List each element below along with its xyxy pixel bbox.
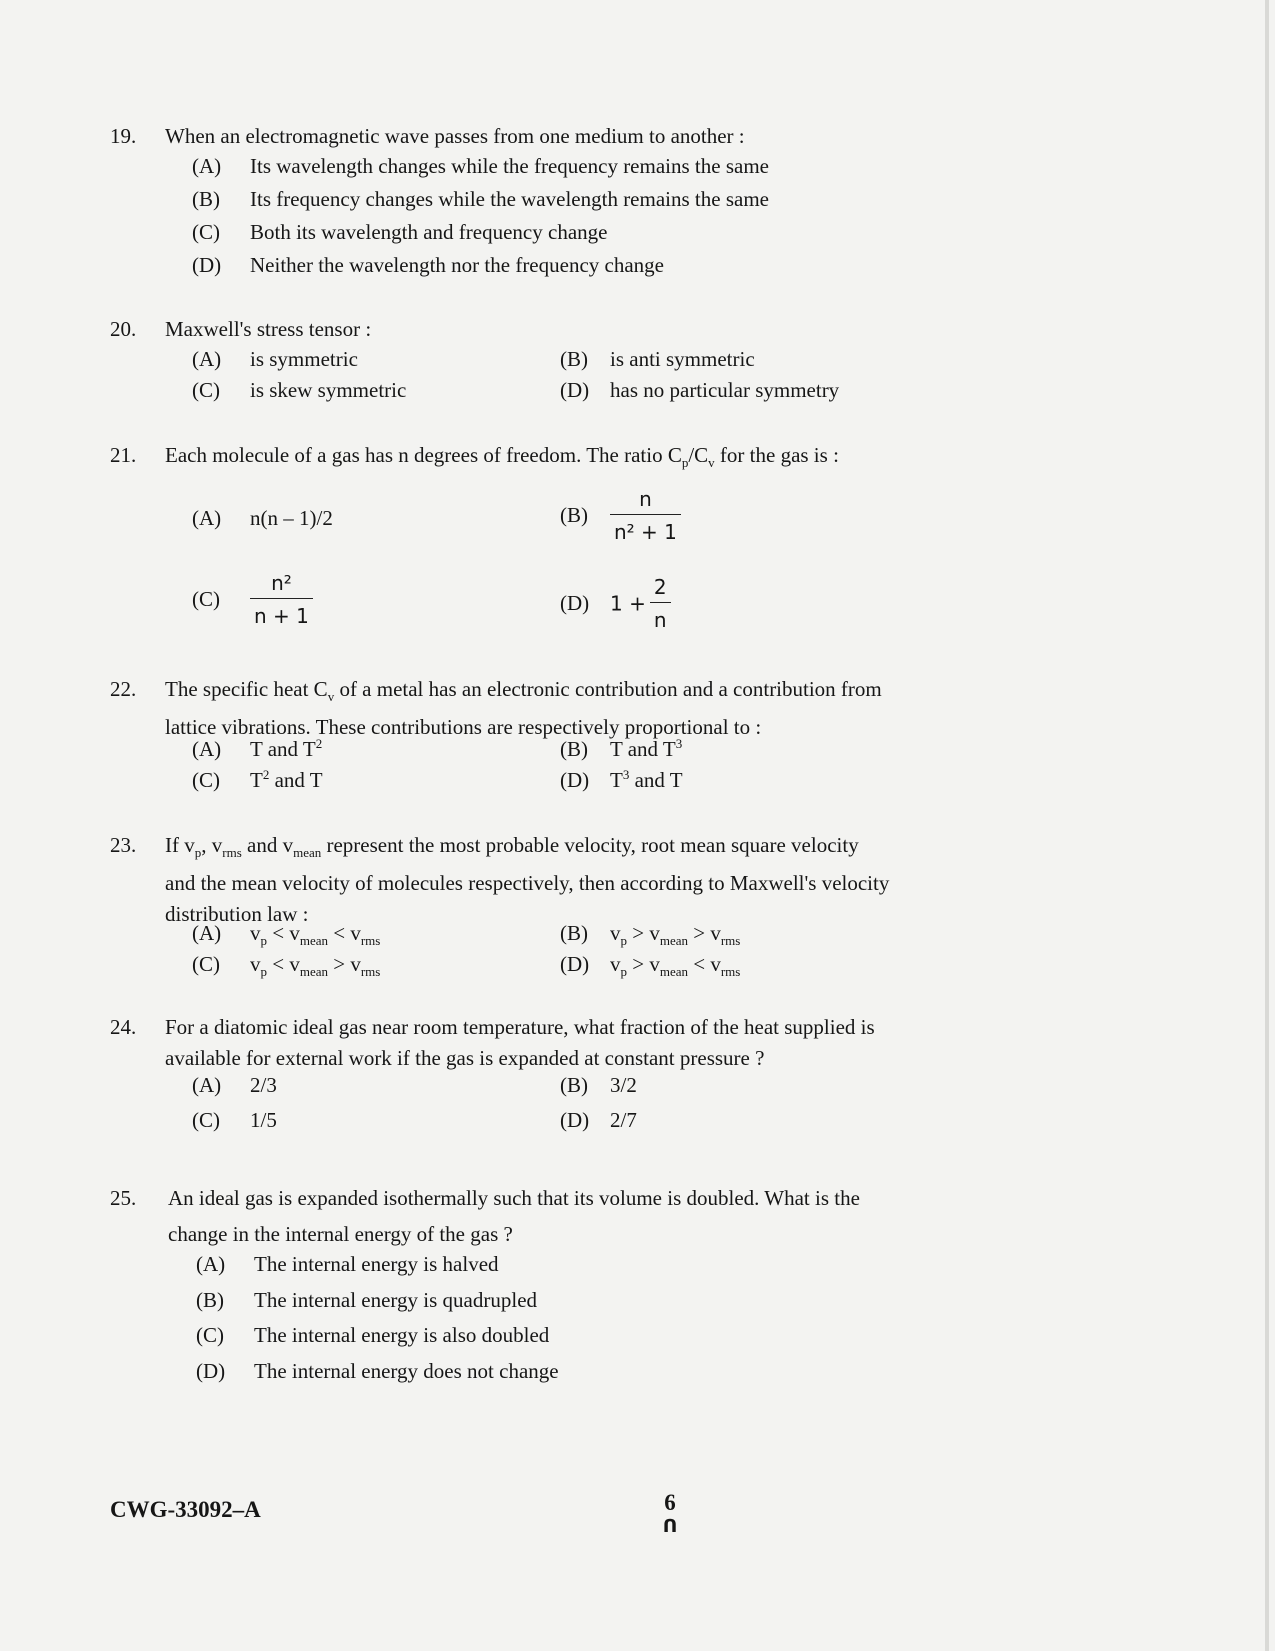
option-24-c: (C) 1/5	[192, 1108, 277, 1132]
option-19-d: (D) Neither the wavelength nor the frequency change	[192, 253, 664, 277]
question-text: Each molecule of a gas has n degrees of freedom. The ratio $C_p/C_v$ for the gas is :	[165, 443, 839, 470]
question-24	[110, 1012, 1110, 1074]
option-22-b: (B) T and $T^3$	[560, 736, 683, 761]
question-text: If $v_p$, $v_{rms}$ and $v_{mean}$ represent the most probable velocity, root mean square velocity and the mean velocity of molecules respectively, then according to Maxwell's velocity distribution law :	[165, 833, 890, 926]
question-number: 23.	[110, 833, 137, 857]
question-23	[110, 830, 1110, 930]
option-21-a: (A) n(n – 1)/2	[192, 506, 333, 530]
question-text: Maxwell's stress tensor :	[165, 317, 372, 341]
question-number: 22.	[110, 677, 137, 701]
option-20-d: (D) has no particular symmetry	[560, 378, 840, 402]
option-25-a: (A) The internal energy is halved	[196, 1252, 499, 1276]
option-20-c: (C) is skew symmetric	[192, 378, 407, 402]
option-19-a: (A) Its wavelength changes while the frequency remains the same	[192, 154, 769, 178]
question-21	[110, 440, 1110, 478]
question-text: An ideal gas is expanded isothermally such that its volume is doubled. What is the change in the internal energy of the gas ?	[168, 1186, 860, 1246]
question-number: 19.	[110, 124, 137, 148]
option-25-d: (D) The internal energy does not change	[196, 1359, 559, 1383]
option-23-d: (D) $v_p > v_{mean} < v_{rms}$	[560, 952, 741, 979]
option-22-a: (A) T and $T^2$	[192, 736, 323, 761]
paper-code: CWG-33092–A	[110, 1497, 261, 1522]
page-number: 6	[664, 1490, 676, 1515]
question-text: For a diatomic ideal gas near room temperature, what fraction of the heat supplied is available for external work if the gas is expanded at constant pressure ?	[165, 1015, 875, 1070]
question-text: The specific heat $C_v$ of a metal has an electronic contribution and a contribution from lattice vibrations. These contributions are respectively proportional to :	[165, 677, 882, 739]
option-22-d: (D) $T^3$ and T	[560, 767, 683, 792]
option-20-a: (A) is symmetric	[192, 347, 358, 371]
question-number: 25.	[110, 1186, 137, 1210]
question-number: 21.	[110, 443, 137, 467]
question-number: 24.	[110, 1015, 137, 1039]
option-24-d: (D) 2/7	[560, 1108, 637, 1132]
option-19-b: (B) Its frequency changes while the wavelength remains the same	[192, 187, 769, 211]
question-19	[110, 121, 1110, 152]
option-20-b: (B) is anti symmetric	[560, 347, 755, 371]
question-text: When an electromagnetic wave passes from one medium to another :	[165, 124, 745, 148]
option-21-b: (B) $\frac{n}{\text{n² + 1}}$	[560, 486, 681, 545]
option-25-b: (B) The internal energy is quadrupled	[196, 1288, 538, 1312]
option-24-a: (A) 2/3	[192, 1073, 277, 1097]
page-mark: ꓵ	[662, 1516, 678, 1537]
option-19-c: (C) Both its wavelength and frequency change	[192, 220, 608, 244]
question-number: 20.	[110, 317, 137, 341]
option-23-b: (B) $v_p > v_{mean} > v_{rms}$	[560, 921, 741, 948]
question-22	[110, 674, 1110, 743]
option-21-c: (C) $\frac{\text{n²}}{n + 1}$	[192, 570, 313, 629]
page-edge-shadow	[1265, 0, 1269, 1651]
question-25	[110, 1180, 1110, 1252]
option-23-c: (C) $v_p < v_{mean} > v_{rms}$	[192, 952, 381, 979]
option-23-a: (A) $v_p < v_{mean} < v_{rms}$	[192, 921, 381, 948]
question-20	[110, 314, 1110, 345]
option-21-d: (D) 1 + $\frac{2}{n}$	[560, 574, 671, 633]
option-22-c: (C) $T^2$ and T	[192, 767, 323, 792]
option-25-c: (C) The internal energy is also doubled	[196, 1323, 550, 1347]
option-24-b: (B) 3/2	[560, 1073, 637, 1097]
